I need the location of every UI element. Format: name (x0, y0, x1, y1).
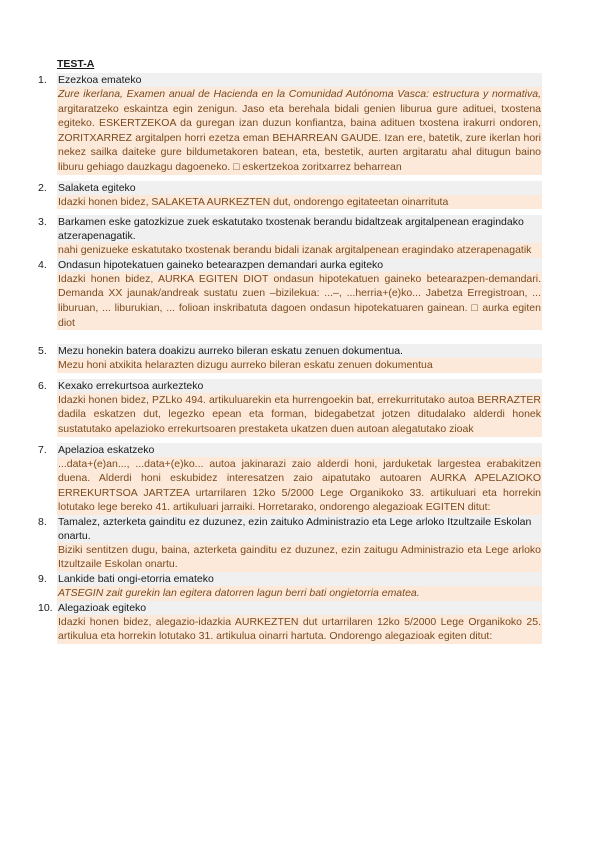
item-question: Tamalez, azterketa gainditu ez duzunez, ezin zaituko Administrazio eta Lege arloko Itzultzaile Eskolan onartu. (57, 515, 542, 543)
list-item (38, 344, 542, 373)
item-question: Apelazioa eskatzeko (57, 443, 542, 457)
list-item (38, 379, 542, 437)
item-answer: Biziki sentitzen dugu, baina, azterketa gainditu ez duzunez, ezin zaitugu Administrazio eta Lege arloko Itzultzaile Eskolan onartu. (58, 543, 541, 571)
item-question: Mezu honekin batera doakizu aurreko bileran eskatu zenuen dokumentua. (57, 344, 542, 358)
list-item (38, 73, 542, 175)
item-number: 7. (38, 443, 47, 456)
item-number: 9. (38, 573, 47, 586)
item-number: 5. (38, 345, 47, 358)
item-answer: Idazki honen bidez, alegazio-idazkia AURKEZTEN dut urtarrilaren 12ko 5/2000 Lege Organikoko 25. artikulua eta horrekin lotutako 31. artikulua oinarri hartuta. Ondorengo alegazioak egiten ditut: (58, 615, 541, 643)
answer-italic-text: Zure ikerlana, Examen anual de Hacienda en la Comunidad Autónoma Vasca: estructura y normativa, (58, 88, 541, 100)
list-item (38, 215, 542, 258)
item-question: Alegazioak egiteko (57, 601, 542, 615)
item-answer (57, 87, 542, 175)
item-question: Ondasun hipotekatuen gaineko betearazpen demandari aurka egiteko (57, 258, 542, 272)
item-answer: ...data+(e)an..., ...data+(e)ko... autoa jakinarazi zaio alderdi honi, jarduketak largestea erabakitzen duena. Alderdi honi eskubidez interesatzen zaio aipatutako autoaren AURKA APELAZIOKO ERREKURTSOA JARTZEA urtarrilaren 12ko 5/2000 Lege Organikoko 33. artikuluari eta horrekin lotutako lege bereko 41. artikuluari jarraiki. Horretarako, ondorengo alegazioak EGITEN ditut: (58, 457, 541, 514)
item-answer: Idazki honen bidez, PZLko 494. artikuluarekin eta hurrengoekin bat, errekurritutako autoa BERRAZTER dadila eskatzen dut, legezko epean eta forman, bidegabetzat jotzen ditudalako alderdi honek sustatutako apelazioko errekurtsoaren prestaketa ukatzen duen autoan alegatutako zioak (58, 393, 541, 435)
item-answer: nahi genizueke eskatutako txostenak berandu bidali izanak argitalpenean eragindako atzerapenagatik (57, 243, 542, 258)
item-number: 3. (38, 216, 47, 229)
item-number: 10. (38, 601, 53, 614)
list-item (38, 601, 542, 644)
item-answer: Idazki honen bidez, AURKA EGITEN DIOT ondasun hipotekatuen gaineko betearazpen-demandari. Demanda XX jaunak/andreak sustatu zuen –bizilekua: ...–, ...herria+(e)ko... Jabetza Erregistroan, ... liburuan, ... liburukian, ... folioan inskribatuta dagoen ondasun hipotekatuaren gainean. □ aurka egiten diot (58, 272, 541, 329)
item-question: Barkamen eske gatozkizue zuek eskatutako txostenak berandu bidaltzeak argitalpenean eragindako atzerapenagatik. (57, 215, 542, 243)
list-item (38, 258, 542, 330)
test-title: TEST-A (57, 58, 95, 70)
item-number: 2. (38, 181, 47, 194)
item-question: Ezezkoa emateko (57, 73, 542, 87)
item-question: Salaketa egiteko (57, 181, 542, 195)
item-number: 6. (38, 379, 47, 392)
item-answer: Mezu honi atxikita helarazten dizugu aurreko bileran eskatu zenuen dokumentua (57, 358, 542, 373)
list-item (38, 515, 542, 572)
item-number: 4. (38, 258, 47, 271)
list-item (38, 181, 542, 210)
item-number: 1. (38, 74, 47, 86)
item-answer: ATSEGIN zait gurekin lan egitera datorren lagun berri bati ongietorria ematea. (57, 586, 542, 601)
list-item (38, 572, 542, 601)
list-item (38, 443, 542, 515)
item-question: Lankide bati ongi-etorria emateko (57, 572, 542, 586)
document-page (38, 57, 542, 644)
answer-text: argitaratzeko eskaintza egin zenigun. Jaso eta berehala bidali genien liburua gure adituei, txostena egiteko. ESKERTZEKOA da guregan izan duzun konfiantza, baina adituen txostena irakurri ondoren, ZORITXARREZ argitalpen horri ezetza eman BEHARREAN GAUDE. Izan ere, batetik, zure ikerlan hori nekez sailka daiteke gure bildumetakoren batean, eta, bestetik, aurten argitaratu ahal ditugun baino liburu gehiago dauzkagu dagoeneko. □ eskertzekoa zoritxarrez beharrean (58, 102, 541, 173)
item-question: Kexako errekurtsoa aurkezteko (57, 379, 542, 393)
item-answer: Idazki honen bidez, SALAKETA AURKEZTEN dut, ondorengo egitateetan oinarrituta (57, 195, 542, 210)
item-number: 8. (38, 515, 47, 528)
